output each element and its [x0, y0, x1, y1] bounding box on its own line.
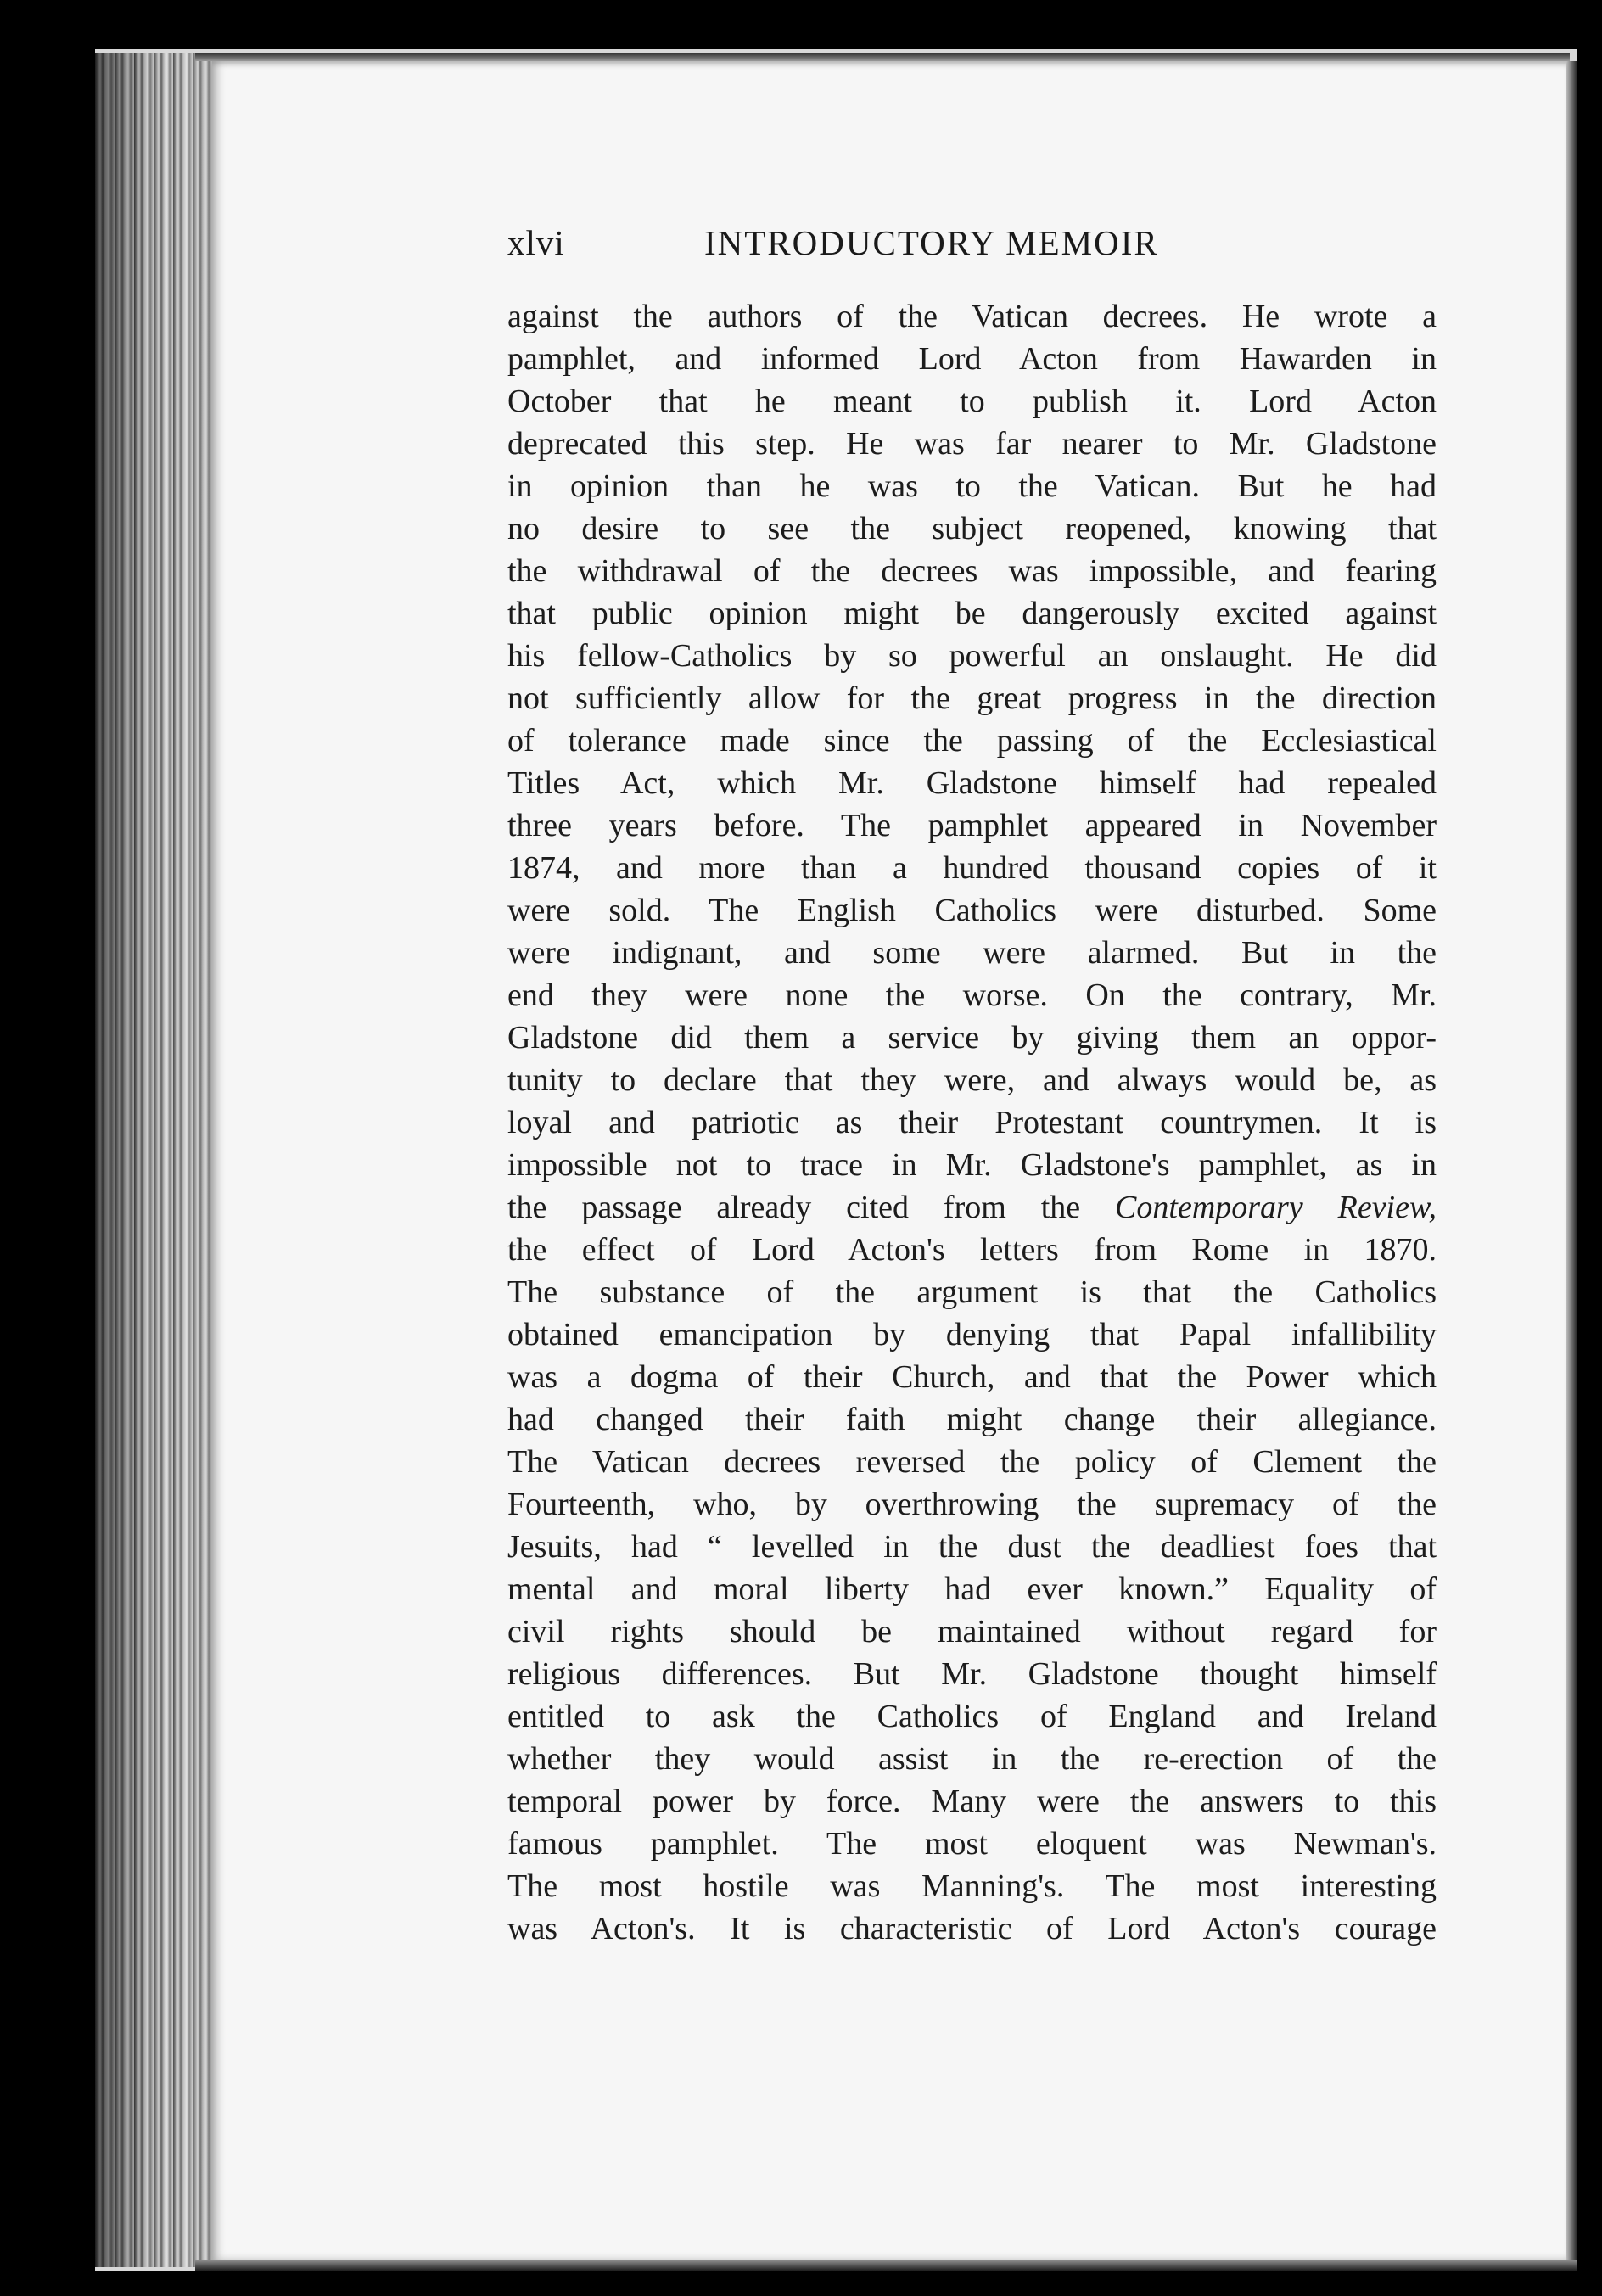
text-line: The Vatican decrees reversed the policy of Clement the	[507, 1444, 1437, 1480]
text-line: famous pamphlet. The most eloquent was Newman's.	[507, 1826, 1437, 1862]
running-title: INTRODUCTORY MEMOIR	[704, 223, 1159, 262]
text-line: October that he meant to publish it. Lord Acton	[507, 384, 1437, 419]
text-line: impossible not to trace in Mr. Gladstone's pamphlet, as in	[507, 1147, 1437, 1183]
text-line: tunity to declare that they were, and always would be, as	[507, 1062, 1437, 1098]
text-line: entitled to ask the Catholics of England and Ireland	[507, 1699, 1437, 1734]
text-line: temporal power by force. Many were the answers to this	[507, 1784, 1437, 1819]
text-line: of tolerance made since the passing of the Ecclesiastical	[507, 723, 1437, 759]
text-line: 1874, and more than a hundred thousand copies of it	[507, 850, 1437, 886]
text-line: deprecated this step. He was far nearer to Mr. Gladstone	[507, 426, 1437, 462]
text-line: Titles Act, which Mr. Gladstone himself had repealed	[507, 765, 1437, 801]
text-line: was a dogma of their Church, and that the Power which	[507, 1359, 1437, 1395]
text-line: Jesuits, had “ levelled in the dust the deadliest foes that	[507, 1529, 1437, 1565]
page-top-edge	[195, 53, 1570, 61]
text-line: three years before. The pamphlet appeared in November	[507, 808, 1437, 843]
text-line: his fellow-Catholics by so powerful an onslaught. He did	[507, 638, 1437, 674]
page-right-edge	[1566, 61, 1577, 2260]
body-text	[507, 295, 1437, 1950]
text-line: the effect of Lord Acton's letters from Rome in 1870.	[507, 1232, 1437, 1268]
text-line-with-italic	[507, 1186, 1437, 1229]
text-line: Gladstone did them a service by giving them an oppor-	[507, 1020, 1437, 1056]
text-line: mental and moral liberty had ever known.” Equality of	[507, 1571, 1437, 1607]
text-line: had changed their faith might change their allegiance.	[507, 1402, 1437, 1437]
line-prefix: the passage already cited from the	[507, 1190, 1081, 1225]
text-line: loyal and patriotic as their Protestant countrymen. It is	[507, 1105, 1437, 1140]
text-line: civil rights should be maintained without regard for	[507, 1614, 1437, 1649]
text-line: were sold. The English Catholics were disturbed. Some	[507, 893, 1437, 928]
text-line: pamphlet, and informed Lord Acton from Hawarden in	[507, 341, 1437, 377]
page-stack-shadow	[95, 53, 224, 2267]
text-line: The substance of the argument is that the Catholics	[507, 1274, 1437, 1310]
text-line: end they were none the worse. On the contrary, Mr.	[507, 977, 1437, 1013]
text-line: were indignant, and some were alarmed. But in the	[507, 935, 1437, 971]
text-line: religious differences. But Mr. Gladstone thought himself	[507, 1656, 1437, 1692]
italic-title: Contemporary Review,	[1115, 1190, 1437, 1225]
text-line: whether they would assist in the re-erection of the	[507, 1741, 1437, 1777]
text-line: against the authors of the Vatican decrees. He wrote a	[507, 299, 1437, 334]
text-line: no desire to see the subject reopened, knowing that	[507, 511, 1437, 546]
text-line: Fourteenth, who, by overthrowing the supremacy of the	[507, 1487, 1437, 1522]
text-line: obtained emancipation by denying that Papal infallibility	[507, 1317, 1437, 1352]
page-bottom-edge	[195, 2260, 1577, 2271]
running-header	[507, 214, 1356, 273]
text-line: in opinion than he was to the Vatican. But he had	[507, 468, 1437, 504]
text-line: was Acton's. It is characteristic of Lord Acton's courage	[507, 1911, 1437, 1946]
text-line: not sufficiently allow for the great progress in the direction	[507, 680, 1437, 716]
text-line: The most hostile was Manning's. The most interesting	[507, 1868, 1437, 1904]
text-line: that public opinion might be dangerously excited against	[507, 596, 1437, 631]
text-line: the withdrawal of the decrees was impossible, and fearing	[507, 553, 1437, 589]
page-number: xlvi	[507, 223, 565, 262]
